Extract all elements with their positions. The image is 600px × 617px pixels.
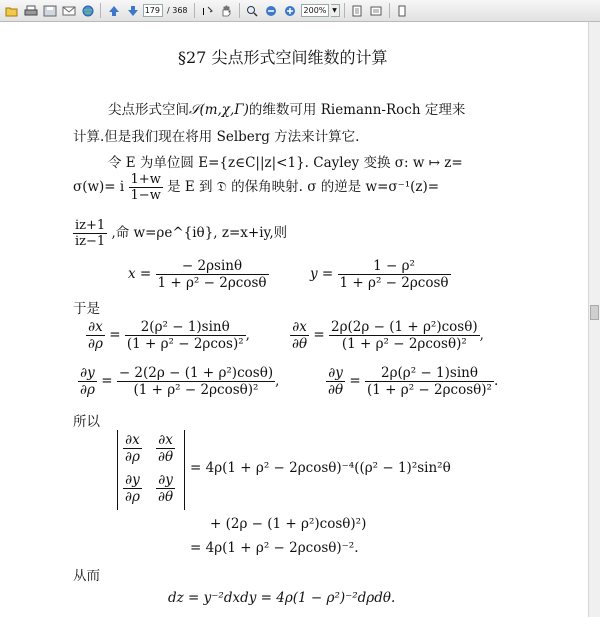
fraction-numerator: 1 − ρ² [338,258,451,275]
fraction-denominator: ∂ρ [88,336,103,352]
fraction-denominator: ∂θ [158,449,174,465]
equation-line: = 4ρ(1 + ρ² − 2ρcosθ)⁻². [190,540,359,556]
derivative-equation: $\frac{\partial x}{\partial\theta}$ = $\frac{\text{2ρ(2ρ − (1 + ρ²)cosθ)}}{\text{(1 + ρ² − 2ρcosθ)²}}$ , [292,319,484,352]
equation-lhs: y = [310,266,334,282]
equation-y [310,258,451,291]
fraction-denominator: 1−w [130,188,161,203]
save-icon[interactable] [41,2,58,19]
derivative-lhs [290,319,309,352]
fraction-denominator: (1 + ρ² − 2ρcos)² [126,336,244,352]
fraction-numerator: ∂y [326,365,345,382]
toolbar [0,0,600,22]
fraction-denominator: 1 + ρ² − 2ρcosθ [157,275,267,291]
fraction-numerator: ∂y [156,472,175,489]
svg-text:I: I [202,6,205,17]
paragraph-line: 所以 [73,414,100,430]
fraction-numerator: − 2ρsinθ [156,258,269,275]
fraction-numerator: ∂y [123,472,142,489]
fraction [329,319,480,352]
fraction [129,172,163,203]
equation-line: dz = y⁻²dxdy = 4ρ(1 − ρ²)⁻²dρdθ. [168,590,396,606]
paragraph-line: 计算.但是我们现在将用 Selberg 方法来计算它. [73,129,360,145]
fraction-denominator: (1 + ρ² − 2ρcosθ)² [341,336,467,352]
determinant-entry [123,432,142,465]
fraction [156,258,269,291]
toolbar-separator [344,3,345,18]
fraction-denominator: ∂ρ [125,489,140,505]
fraction-numerator: − 2(2ρ − (1 + ρ²)cosθ) [118,365,274,381]
fit-width-icon[interactable] [368,2,385,19]
fraction [117,365,275,398]
derivative-lhs [78,365,97,398]
fraction [125,319,246,352]
text-run: 是 E 到 𝔇 的保角映射. σ 的逆是 w=σ⁻¹(z)= [167,179,440,195]
determinant-entry [156,472,175,505]
page-total: / 368 [167,6,188,15]
fraction-denominator: ∂ρ [125,449,140,465]
paragraph-line: 于是 [73,301,100,317]
text-select-icon[interactable] [199,2,216,19]
paragraph-line [73,172,439,203]
fraction-numerator: ∂x [86,319,105,336]
fraction-denominator: ∂ρ [80,382,95,398]
vertical-scrollbar[interactable] [588,22,600,617]
derivative-lhs [326,365,345,398]
fraction-numerator: iz+1 [75,218,106,233]
derivative-equation: $\frac{\partial y}{\partial\rho}$ = $\frac{\text{− 2(2ρ − (1 + ρ²)cosθ)}}{\text{(1 + ρ² − 2ρcosθ)²}}$ , [80,365,280,398]
derivative-lhs [86,319,105,352]
document-page [0,22,588,617]
text-run: ,命 w=ρe^{iθ}, z=x+iy,则 [111,225,288,241]
equation-line: + (2ρ − (1 + ρ²)cosθ)²) [210,516,367,532]
derivative-equation: $\frac{\partial x}{\partial\rho}$ = $\frac{\text{2(ρ² − 1)sinθ}}{\text{(1 + ρ² − 2ρcos)²}}$ , [88,319,250,352]
paragraph-line [73,218,287,249]
fraction-denominator: 1 + ρ² − 2ρcosθ [339,275,449,291]
jacobian-determinant [117,430,185,510]
paragraph-line: 从而 [73,568,100,584]
fraction-numerator: ∂x [156,432,175,449]
section-heading: §27 尖点形式空间维数的计算 [178,48,388,67]
determinant-entry [156,432,175,465]
fraction-numerator: 2(ρ² − 1)sinθ [125,319,246,336]
fraction-numerator: ∂y [78,365,97,382]
derivative-equation: $\frac{\partial y}{\partial\theta}$ = $\frac{\text{2ρ(ρ² − 1)sinθ}}{\text{(1 + ρ² − 2ρcosθ)²}}$ . [328,365,499,398]
print-icon[interactable] [22,2,39,19]
paragraph-line [108,98,465,118]
globe-icon[interactable] [79,2,96,19]
fraction [338,258,451,291]
toolbar-separator [389,3,390,18]
paragraph-line: 令 E 为单位圆 E={z∈C||z|<1}. Cayley 变换 σ: w ↦ z= [108,155,463,171]
equation-line: = 4ρ(1 + ρ² − 2ρcosθ)⁻⁴((ρ² − 1)²sin²θ [190,460,451,476]
fraction-denominator: (1 + ρ² − 2ρcosθ)² [133,382,259,398]
fraction [365,365,494,398]
zoom-in-icon[interactable] [282,2,299,19]
fraction-numerator: 2ρ(ρ² − 1)sinθ [365,365,494,382]
toolbar-separator [239,3,240,18]
fraction-denominator: ∂θ [328,382,344,398]
fraction-denominator: iz−1 [75,234,106,249]
equation-lhs: x = [128,266,152,282]
equation-x [128,258,269,291]
text-run: 的维数可用 Riemann-Roch 定理来 [248,102,466,118]
fit-page-icon[interactable] [349,2,366,19]
single-page-icon[interactable] [394,2,411,19]
zoom-dropdown-chevron-icon[interactable]: ▼ [331,4,340,17]
fraction-numerator: 2ρ(2ρ − (1 + ρ²)cosθ) [331,319,478,335]
page-up-icon[interactable] [105,2,122,19]
fraction-numerator: ∂x [290,319,309,336]
determinant-entry [123,472,142,505]
math-symbol: 𝒮(m,χ,Γ) [189,102,249,118]
fraction-numerator: 1+w [130,172,161,187]
magnifier-icon[interactable] [244,2,261,19]
fraction-numerator: ∂x [123,432,142,449]
text-run: 尖点形式空间 [108,102,189,118]
fraction-denominator: (1 + ρ² − 2ρcosθ)² [367,382,492,398]
toolbar-separator [194,3,195,18]
page-down-icon[interactable] [124,2,141,19]
fraction [73,218,107,249]
fraction-denominator: ∂θ [158,489,174,505]
toolbar-separator [100,3,101,18]
zoom-out-icon[interactable] [263,2,280,19]
zoom-level-select[interactable]: 200% [301,4,329,17]
text-run: σ(w)= i [73,179,125,195]
fraction-denominator: ∂θ [292,336,308,352]
hand-tool-icon[interactable] [218,2,235,19]
open-folder-icon[interactable] [3,2,20,19]
page-number-input[interactable]: 179 [143,4,163,17]
scrollbar-thumb[interactable] [590,305,599,320]
email-icon[interactable] [60,2,77,19]
